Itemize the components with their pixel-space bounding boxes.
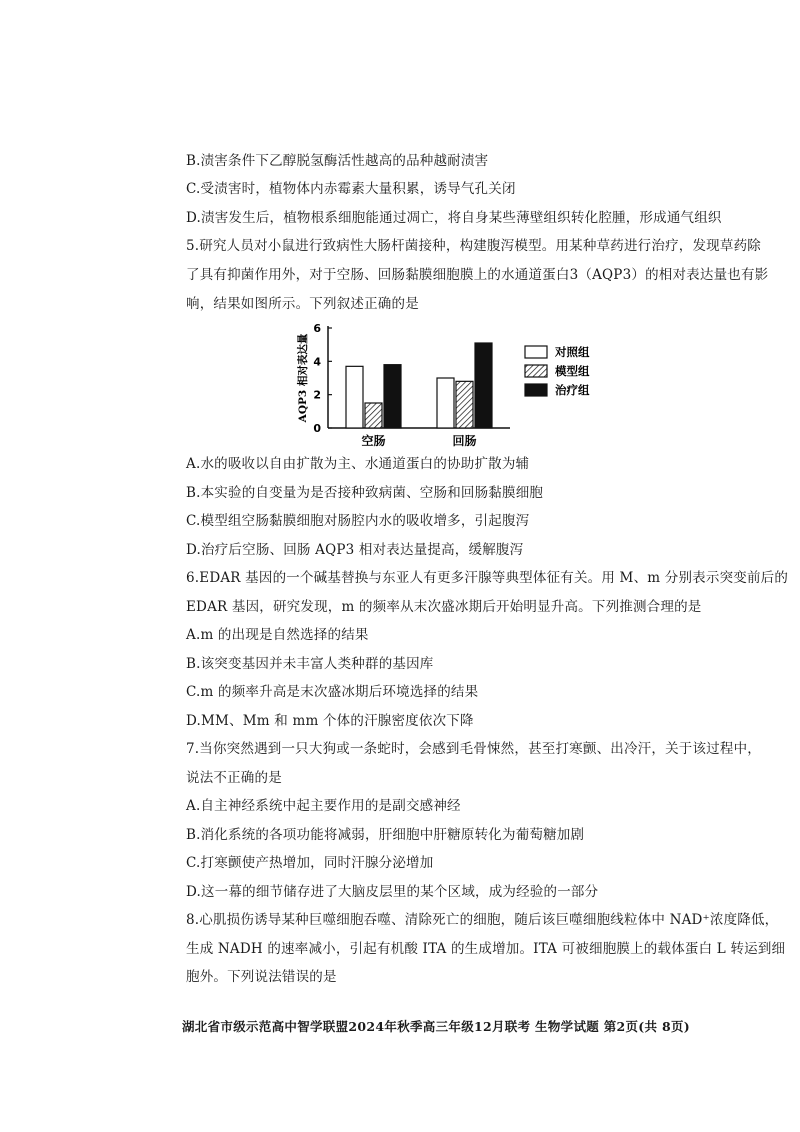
x-tick-label: 回肠 <box>452 434 477 448</box>
q7-option-c: C.打寒颤使产热增加，同时汗腺分泌增加 <box>186 855 434 871</box>
q6-option-d: D.MM、Mm 和 mm 个体的汗腺密度依次下降 <box>186 713 474 729</box>
q4-option-b: B.渍害条件下乙醇脱氢酶活性越高的品种越耐渍害 <box>186 153 489 169</box>
y-tick-label: 4 <box>313 355 321 369</box>
y-tick-label: 6 <box>313 322 321 335</box>
legend-swatch <box>525 365 547 377</box>
q6-stem-line-1: 6.EDAR 基因的一个碱基替换与东亚人有更多汗腺等典型体征有关。用 M、m 分别表示突变前后的 <box>186 570 789 586</box>
bar-空肠-模型组 <box>365 403 382 428</box>
q6-stem-line-2: EDAR 基因，研究发现，m 的频率从末次盛冰期后开始明显升高。下列推测合理的是 <box>186 599 702 615</box>
y-axis-label: AQP3 相对表达量 <box>297 333 309 423</box>
bar-回肠-对照组 <box>437 378 454 428</box>
q7-stem-line-1: 7.当你突然遇到一只大狗或一条蛇时，会感到毛骨悚然，甚至打寒颤、出冷汗，关于该过程中， <box>186 741 761 757</box>
q8-stem-line-1: 8.心肌损伤诱导某种巨噬细胞吞噬、清除死亡的细胞，随后该巨噬细胞线粒体中 NAD⁺浓度降低， <box>186 912 779 928</box>
legend-label: 治疗组 <box>555 383 590 397</box>
q7-stem-line-2: 说法不正确的是 <box>186 770 282 786</box>
q7-option-a: A.自主神经系统中起主要作用的是副交感神经 <box>186 798 461 814</box>
q5-stem-line-1: 5.研究人员对小鼠进行致病性大肠杆菌接种，构建腹泻模型。用某种草药进行治疗，发现草药除 <box>186 238 761 254</box>
q5-stem-line-2: 了具有抑菌作用外，对于空肠、回肠黏膜细胞膜上的水通道蛋白3（AQP3）的相对表达量也有影 <box>186 267 769 283</box>
q5-stem-line-3: 响，结果如图所示。下列叙述正确的是 <box>186 296 419 312</box>
bar-回肠-治疗组 <box>475 343 492 428</box>
aqp3-bar-chart <box>280 318 610 458</box>
legend-label: 模型组 <box>555 364 590 378</box>
q7-option-b: B.消化系统的各项功能将减弱，肝细胞中肝糖原转化为葡萄糖加剧 <box>186 827 585 843</box>
bar-空肠-对照组 <box>346 366 363 428</box>
y-tick-label: 0 <box>313 422 321 435</box>
q8-stem-line-2: 生成 NADH 的速率减小，引起有机酸 ITA 的生成增加。ITA 可被细胞膜上的载体蛋白 L 转运到细 <box>186 941 786 957</box>
q8-stem-line-3: 胞外。下列说法错误的是 <box>186 969 337 985</box>
q6-option-c: C.m 的频率升高是末次盛冰期后环境选择的结果 <box>186 684 479 700</box>
bar-回肠-模型组 <box>456 381 473 428</box>
x-tick-label: 空肠 <box>361 434 386 448</box>
page-footer: 湖北省市级示范高中智学联盟2024年秋季高三年级12月联考 生物学试题 第2页(共 8页) <box>182 1019 690 1034</box>
q6-option-a: A.m 的出现是自然选择的结果 <box>186 627 369 643</box>
legend-swatch <box>525 346 547 358</box>
q5-option-c: C.模型组空肠黏膜细胞对肠腔内水的吸收增多，引起腹泻 <box>186 513 530 529</box>
legend-swatch <box>525 384 547 396</box>
bar-空肠-治疗组 <box>384 365 401 428</box>
q6-option-b: B.该突变基因并未丰富人类种群的基因库 <box>186 656 434 672</box>
y-tick-label: 2 <box>313 388 321 402</box>
q5-option-a: A.水的吸收以自由扩散为主、水通道蛋白的协助扩散为辅 <box>186 456 530 472</box>
q4-option-c: C.受渍害时，植物体内赤霉素大量积累，诱导气孔关闭 <box>186 181 516 197</box>
q4-option-d: D.渍害发生后，植物根系细胞能通过凋亡，将自身某些薄壁组织转化腔腫，形成通气组织 <box>186 210 722 226</box>
q5-option-b: B.本实验的自变量为是否接种致病菌、空肠和回肠黏膜细胞 <box>186 485 544 501</box>
legend-label: 对照组 <box>555 345 590 359</box>
q5-option-d: D.治疗后空肠、回肠 AQP3 相对表达量提高，缓解腹泻 <box>186 542 524 558</box>
q7-option-d: D.这一幕的细节储存进了大脑皮层里的某个区域，成为经验的一部分 <box>186 884 599 900</box>
